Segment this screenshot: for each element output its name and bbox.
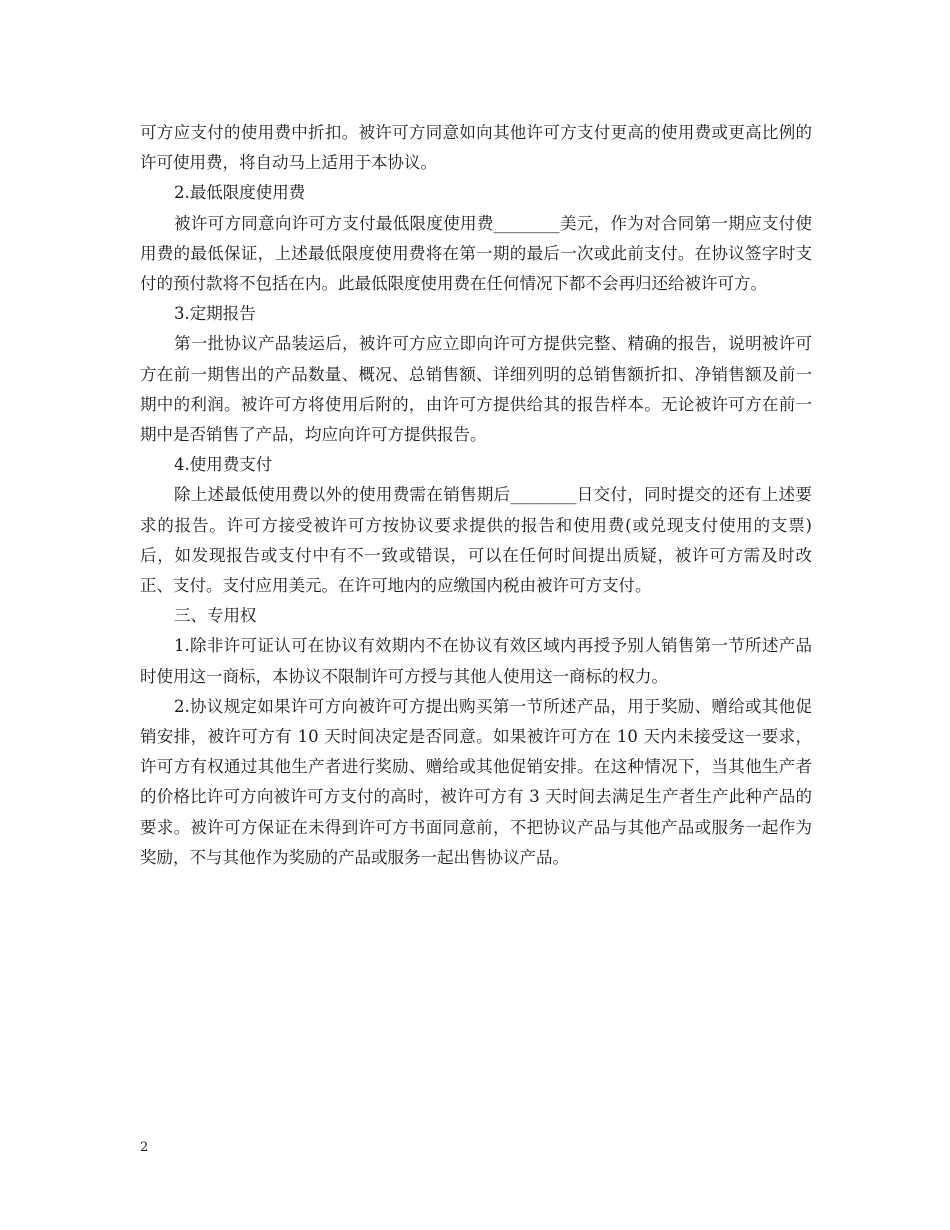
paragraph-0: 可方应支付的使用费中折扣。被许可方同意如向其他许可方支付更高的使用费或更高比例的许可使用费，将自动马上适用于本协议。	[140, 123, 812, 173]
paragraph-exclusive-rights-1: 1.除非许可证认可在协议有效期内不在协议有效区域内再授予别人销售第一节所述产品时使用这一商标，本协议不限制许可方授与其他人使用这一商标的权力。	[140, 636, 812, 686]
document-body	[140, 118, 812, 873]
paragraph-exclusive-rights-2: 2.协议规定如果许可方向被许可方提出购买第一节所述产品，用于奖励、赠给或其他促销安排，被许可方有 10 天时间决定是否同意。如果被许可方在 10 天内未接受这一要求，许可方有权通过其他生产者进行奖励、赠给或其他促销安排。在这种情况下，当其他生产者的价格比许可方向被许可方支付的高时，被许可方有 3 天时间去满足生产者生产此种产品的要求。被许可方保证在未得到许可方书面同意前，不把协议产品与其他产品或服务一起作为奖励，不与其他作为奖励的产品或服务一起出售协议产品。	[140, 696, 812, 867]
page-number: 2	[140, 1140, 149, 1155]
section-heading-periodic-report: 3.定期报告	[174, 304, 256, 324]
section-heading-exclusive-rights: 三、专用权	[174, 606, 257, 626]
section-heading-royalty-payment: 4.使用费支付	[174, 455, 273, 475]
paragraph-royalty-payment: 除上述最低使用费以外的使用费需在销售期后________日交付，同时提交的还有上述要求的报告。许可方接受被许可方按协议要求提供的报告和使用费(或兑现支付使用的支票)后，如发现报告或支付中有不一致或错误，可以在任何时间提出质疑，被许可方需及时改正、支付。支付应用美元。在许可地内的应缴国内税由被许可方支付。	[140, 485, 812, 596]
section-heading-minimum-royalty: 2.最低限度使用费	[174, 183, 306, 203]
paragraph-periodic-report: 第一批协议产品装运后，被许可方应立即向许可方提供完整、精确的报告，说明被许可方在前一期售出的产品数量、概况、总销售额、详细列明的总销售额折扣、净销售额及前一期中的利润。被许可方将使用后附的，由许可方提供给其的报告样本。无论被许可方在前一期中是否销售了产品，均应向许可方提供报告。	[140, 334, 812, 445]
paragraph-minimum-royalty: 被许可方同意向许可方支付最低限度使用费________美元，作为对合同第一期应支付使用费的最低保证，上述最低限度使用费将在第一期的最后一次或此前支付。在协议签字时支付的预付款将不包括在内。此最低限度使用费在任何情况下都不会再归还给被许可方。	[140, 213, 812, 294]
